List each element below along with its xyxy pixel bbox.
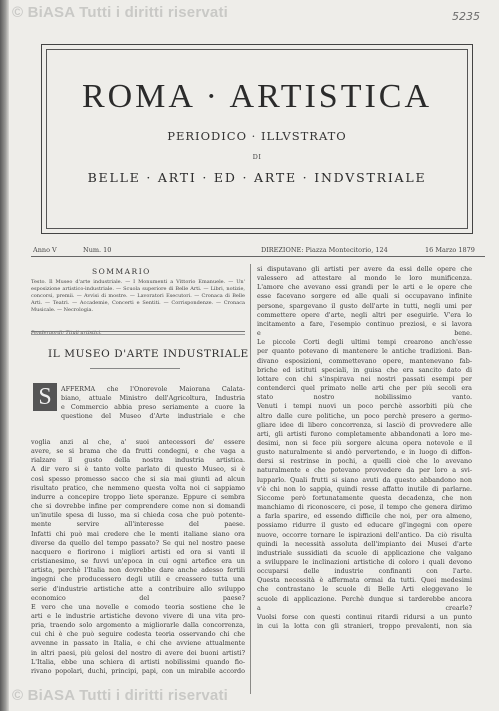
issue-info-line — [31, 244, 485, 257]
text-line: avere, se si brama che da frutti condegni, e che vaga a — [31, 447, 245, 456]
journal-subtitle-connector: DI — [252, 153, 262, 161]
text-line: gliare idee di libero concorrenza, si lasciò di provvedere alle — [257, 420, 472, 429]
article-title: IL MUSEO D'ARTE INDUSTRIALE — [48, 348, 249, 360]
text-line: biano, attuale Ministro dell'Agricoltura, Industria — [61, 394, 245, 403]
text-line: mente servire all'interesse del paese. — [31, 520, 245, 529]
text-line: Siccome però fortunatamente questa decadenza, che non — [257, 493, 472, 502]
journal-title: ROMA · ARTISTICA — [81, 78, 433, 115]
article-dropcap: S — [33, 383, 57, 411]
summary-rule — [31, 331, 245, 332]
text-line: in cui la lotta con gli stranieri, troppo prevalenti, non sia — [257, 622, 472, 631]
text-line: rivano popolari, duchi, principi, papi, con un mirabile accordo — [31, 666, 245, 675]
text-line: manchiamo di riconoscere, ci pose, il tempo che genera dirimo — [257, 503, 472, 512]
text-line: che contrastano le scuole di Belle Arti eleggevano le — [257, 585, 472, 594]
text-line: voglia anzi al che, a' suoi antecessori de' essere — [31, 438, 245, 446]
text-line: quindi la necessità assoluta dell'impianto dei Musei d'arte — [257, 539, 472, 548]
summary-rule-thin — [31, 334, 245, 335]
text-line: occuparsi delle industrie confinanti con l'arte. — [257, 567, 472, 576]
text-line: diverse da quello del tempo passato? Se qui nel nostro paese — [31, 538, 245, 547]
article-title-rule — [90, 368, 180, 369]
text-line: divano esposizioni, commettevano opere, mantenevano fab- — [257, 356, 472, 365]
issue-year: Anno V — [33, 246, 57, 254]
text-line: e Commercio abbia preso seriamente a cuore la — [61, 403, 245, 412]
text-line: desimi, non si fece più sorgere alcuna opera notevole e il — [257, 438, 472, 447]
text-line: artista, perchè l'Italia non dovrebbe dare anche adesso fertili — [31, 566, 245, 575]
text-line: economico del paese? — [31, 593, 245, 602]
text-line: così spesso promesso sacco che si sia mai giunti ad alcun — [31, 474, 245, 483]
text-line: nacquero e fiorirono i migliori artisti ed ora si vanti il — [31, 547, 245, 556]
text-line: nuove, occorre tornare le ispirazioni dell'antico. Da ciò risulta — [257, 530, 472, 539]
summary-note: Pendergordi: Tituli artistici. — [31, 330, 102, 336]
text-line: questione del Museo d'Arte industriale e che — [61, 412, 245, 421]
text-line: serie d'industrie artistiche atte a contribuire allo sviluppo — [31, 584, 245, 593]
text-line: a farla sparire, ed essendo difficile che noi, per ora almeno, — [257, 512, 472, 521]
summary-heading: SOMMARIO — [92, 267, 151, 276]
text-line: v'è chi non lo sappia, quindi resse affatto inutile di parlarne. — [257, 484, 472, 493]
issue-direction: DIREZIONE: Piazza Montecitorio, 124 — [261, 246, 388, 254]
text-line: Infatti chi può mai credere che le menti italiane siano ora — [31, 529, 245, 538]
text-line: pria, traendo solo argomento a migliorarle dalla concorrenza, — [31, 621, 245, 630]
text-line: naturalmente e che potevano provvedere da per loro a svi- — [257, 466, 472, 475]
watermark-top: © BiASA Tutti i diritti riservati — [12, 4, 229, 21]
journal-subtitle: PERIODICO · ILLVSTRATO — [167, 129, 347, 143]
article-right-column — [257, 265, 472, 631]
text-line: cui chi è che può seguire codesta teoria osservando chi che — [31, 630, 245, 639]
text-line: risultato pratico, che nemmeno questa volta noi ci sappiamo — [31, 483, 245, 492]
text-line: gusto naturalmente si andò pervertendo, e in luogo di diffon- — [257, 448, 472, 457]
text-line: indurre a concepire troppo liete speranze. Eppure ci sembra — [31, 492, 245, 501]
text-line: industriale sussidiati da scuole di applicazione che valgano — [257, 548, 472, 557]
text-line: e bene. — [257, 329, 472, 338]
text-line: Venuti i tempi nuovi un poco perchè assorbiti più che — [257, 402, 472, 411]
article-left-column — [31, 438, 245, 676]
text-line: Le piccole Corti degli ultimi tempi crearono anch'esse — [257, 338, 472, 347]
text-line: a crearle? — [257, 603, 472, 612]
text-line: E vero che una novelle e comodo teoria sostiene che le — [31, 602, 245, 611]
summary-text: Testo. Il Museo d'arte industriale. — I Monumenti a Vittorio Emanuele. — Un' esposizione artistico-industriale. — Scuola superiore di Belle Arti. — Libri, notizie, concorsi, premii. — Avvisi di mostre. — Lavoratori Esecutori. — Cronaca di Belle Arti. — Teatri. — Accademie, Concerti e Sentiti. — Corrispondenze. — Cronaca Musicale. — Necrologia. — [31, 279, 245, 313]
column-divider — [250, 264, 251, 694]
text-line: Vuolsi forse con questi continui ritardi ridursi a un punto — [257, 612, 472, 621]
text-line: stato nostro nobilissimo vanto. — [257, 393, 472, 402]
archive-number: 5235 — [452, 10, 480, 23]
page-binding-edge — [0, 0, 9, 711]
text-line: dersi si restrinse in pochi, a quelli cioè che lo avevano — [257, 457, 472, 466]
watermark-bottom: © BiASA Tutti i diritti riservati — [12, 687, 229, 704]
article-opening-lines — [61, 385, 245, 422]
text-line: lupparlo. Quali frutti si siano avuti da questo abbandono non — [257, 475, 472, 484]
text-line: L'Italia, ebbe una schiera di artisti nobilissimi quando fio- — [31, 657, 245, 666]
text-line: in altri paesi, più gelosi del nostro di avere dei buoni artisti? — [31, 648, 245, 657]
text-line: persone, spargevano il gusto dell'arte in tutti, negli umi per — [257, 301, 472, 310]
text-line: commettere opere d'arte, negli altri per eseguirle. V'era lo — [257, 310, 472, 319]
issue-number: Num. 10 — [83, 246, 112, 254]
text-line: che si dovrebbe infine per comprendere come non si domandi — [31, 502, 245, 511]
text-line: scuole di applicazione. Perchè dunque si tarderebbe ancora — [257, 594, 472, 603]
text-line: altro dalle cure politiche, un poco perchè presero a germo- — [257, 411, 472, 420]
text-line: A dir vero si è tanto volte parlato di questo Museo, si è — [31, 465, 245, 474]
text-line: avvenne in passato in Italia, e chi che avviene attualmente — [31, 639, 245, 648]
text-line: un'inutile spesa di lusso, ma si chieda cosa che può potente- — [31, 511, 245, 520]
journal-subtitle-arts: BELLE · ARTI · ED · ARTE · INDVSTRIALE — [87, 170, 427, 185]
text-line: incitamento a fare, l'esempio continuo preziosi, e si lavora — [257, 319, 472, 328]
text-line: possiamo ridurre il gusto ed educare gl'ingegni con opere — [257, 521, 472, 530]
text-line: lottare con chi s'inspirava nei nostri passati esempi per — [257, 374, 472, 383]
text-line: cristianesimo, se fuvvi un'epoca in cui ogni artefice era un — [31, 557, 245, 566]
text-line: L'amore che avevano essi grandi per le arti e le opere che — [257, 283, 472, 292]
text-line: ingegni che producessero degli utili e creassero tutta una — [31, 575, 245, 584]
text-line: si disputavano gli artisti per avere da essi delle opere che — [257, 265, 472, 273]
text-line: rialzare il gusto della nostra industria artistica. — [31, 456, 245, 465]
issue-date: 16 Marzo 1879 — [425, 246, 475, 254]
text-line: contenderci quel primato nelle arti che per più secoli era — [257, 384, 472, 393]
text-line: per quanto potevano di mantenere le antiche tradizioni. Ban- — [257, 347, 472, 356]
text-line: valessero ad attestare al mondo le loro munificenza. — [257, 274, 472, 283]
text-line: AFFERMA che l'Onorevole Maiorana Calata- — [61, 385, 245, 393]
text-line: arti e le industrie artistiche devono vivere di una vita pro- — [31, 611, 245, 620]
text-line: arti, gli artisti furono completamente abbandonati a loro me- — [257, 429, 472, 438]
text-line: a sviluppare le inclinazioni artistiche di coloro i quali devono — [257, 558, 472, 566]
text-line: esse facevano sorgere ed alle quali si occupavano infinite — [257, 292, 472, 301]
text-line: briche ed istituti speciali, in guisa che era sancito dato di — [257, 365, 472, 374]
text-line: Questa necessità è affermata ormai da tutti. Quei medesimi — [257, 576, 472, 585]
